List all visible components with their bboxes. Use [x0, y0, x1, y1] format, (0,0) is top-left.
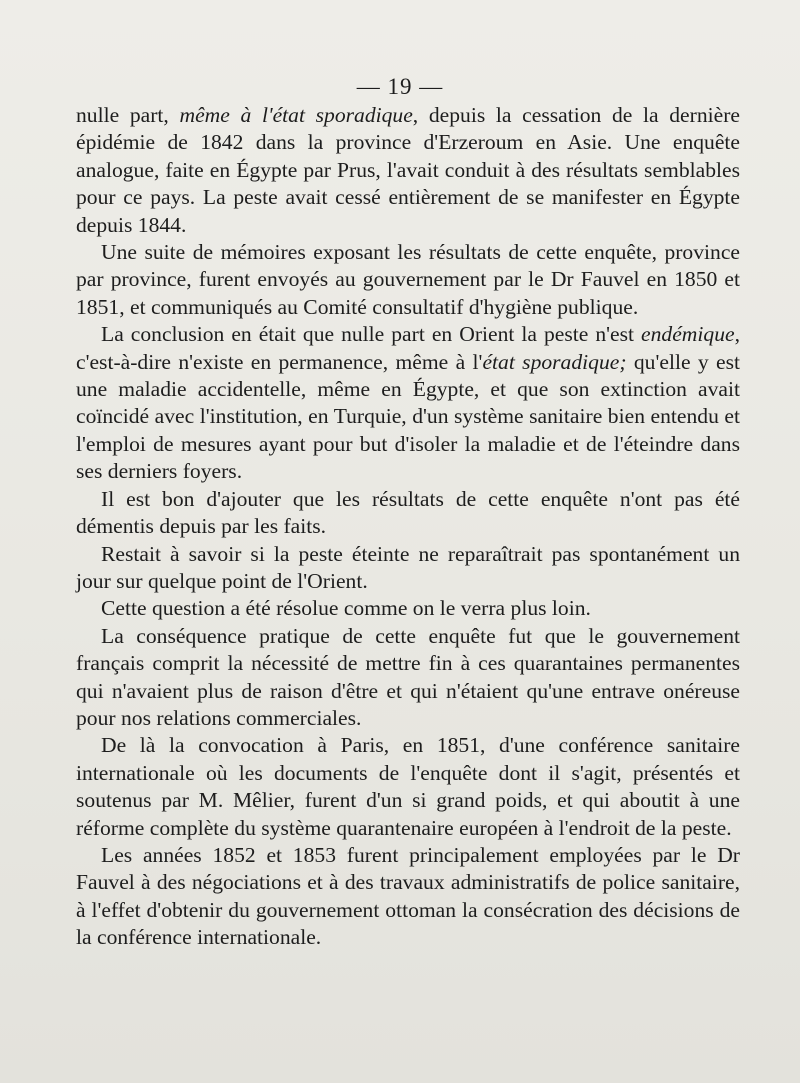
text-run: Restait à savoir si la peste éteinte ne reparaîtrait pas spontanément un jour sur quelque point de l'Orient. — [76, 541, 740, 593]
paragraph — [76, 321, 740, 485]
italic-text: endémique — [641, 322, 735, 347]
text-run: qu'elle y est une maladie accidentelle, même en Égypte, et que son extinction avait coïncidé avec l'institution, en Turquie, d'un système sanitaire bien entendu et l'emploi de mesures ayant pour but d'isoler la maladie et de l'éteindre dans ses derniers foyers. — [76, 349, 740, 484]
paragraph — [76, 541, 740, 596]
text-run: Il est bon d'ajouter que les résultats de cette enquête n'ont pas été démentis depuis par les faits. — [76, 486, 740, 539]
paragraph — [76, 239, 740, 321]
page-number: — 19 — — [356, 74, 444, 99]
text-run: Cette question a été résolue comme on le verra plus loin. — [101, 596, 591, 621]
text-run: La conséquence pratique de cette enquête fut que le gouvernement français comprit la nécessité de mettre fin à ces quarantaines permanentes qui n'avaient plus de raison d'être et qui n'étaient qu'une entrave onéreuse pour nos relations commerciales. — [76, 623, 740, 730]
text-run: Une suite de mémoires exposant les résultats de cette enquête, province par province, furent envoyés au gouvernement par le Dr Fauvel en 1850 et 1851, et communiqués au Comité consultatif d'hygiène publique. — [76, 240, 740, 319]
paragraph — [76, 486, 740, 541]
italic-text: même à l'état sporadique — [179, 103, 413, 127]
italic-text: état sporadique; — [482, 349, 627, 374]
text-run: De là la convocation à Paris, en 1851, d'une conférence sanitaire internationale où les documents de l'enquête dont il s'agit, présentés et soutenus par M. Mêlier, furent d'un si grand poids, et qui aboutit à une réforme complète du système quarantenaire européen à l'endroit de la peste. — [76, 733, 740, 840]
text-run: nulle part, — [76, 103, 180, 127]
paragraph — [76, 732, 740, 842]
text-run: , c'est-à-dire n'existe en permanence, même à l' — [76, 322, 740, 374]
text-run: Les années 1852 et 1853 furent principalement employées par le Dr Fauvel à des négociations et à des travaux administratifs de police sanitaire, à l'effet d'obtenir du gouvernement ottoman la consécration des décisions de la conférence internationale. — [76, 842, 740, 950]
paragraph — [76, 842, 740, 952]
text-run: La conclusion en était que nulle part en Orient la peste n'est — [101, 322, 642, 347]
text-run: , depuis la cessation de la dernière épidémie de 1842 dans la province d'Erzeroum en Asie. Une enquête analogue, faite en Égypte par Prus, l'avait conduit à des résultats semblables pour ce pays. La peste avait cessé entièrement de se manifester en Égypte depuis 1844. — [76, 103, 740, 237]
body-text — [76, 102, 740, 952]
paragraph — [76, 595, 740, 622]
paragraph — [76, 102, 740, 239]
paragraph — [76, 623, 740, 733]
